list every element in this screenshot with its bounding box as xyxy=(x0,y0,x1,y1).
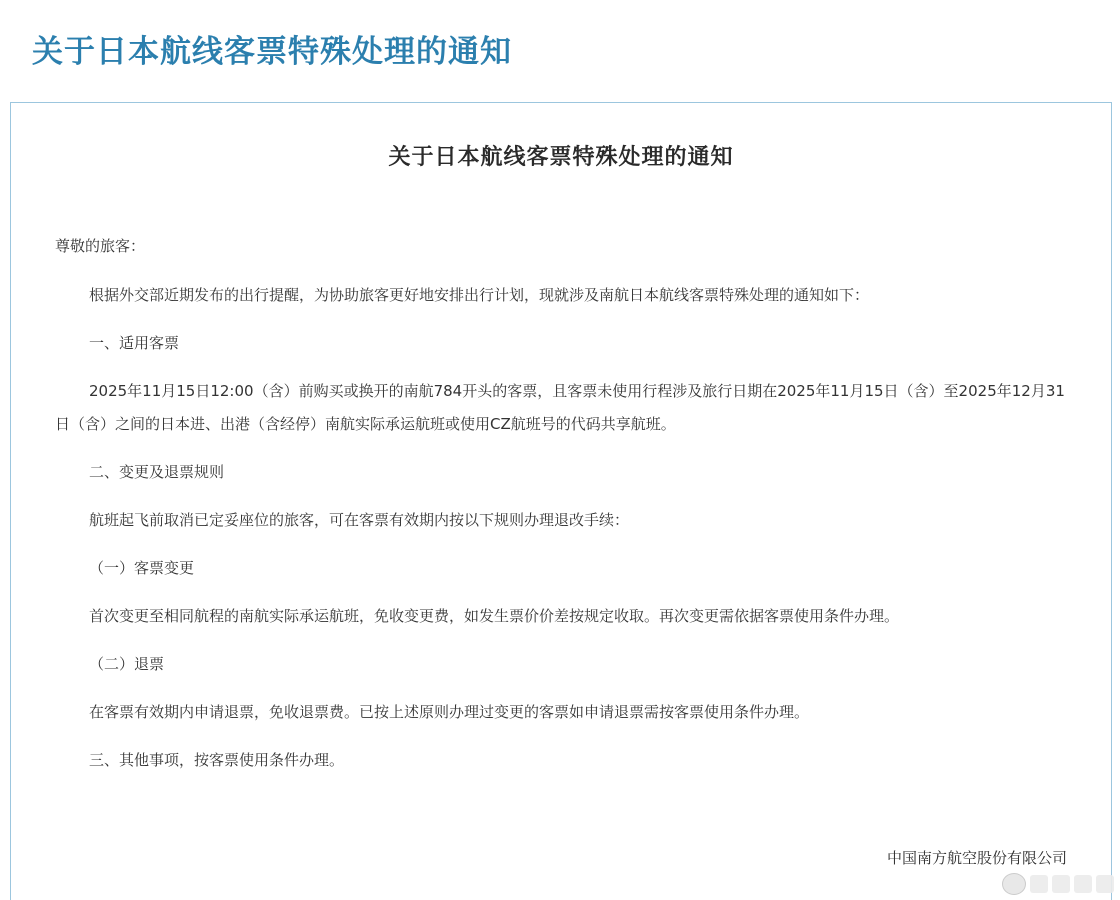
notice-container xyxy=(10,102,1112,900)
watermark-glyph-icon xyxy=(1096,875,1114,893)
subsection-change-title: （一）客票变更 xyxy=(89,559,195,577)
notice-heading: 关于日本航线客票特殊处理的通知 xyxy=(388,145,734,170)
section-2-title: 二、变更及退票规则 xyxy=(89,463,225,481)
greeting: 尊敬的旅客： xyxy=(55,237,146,255)
section-1-title: 一、适用客票 xyxy=(89,334,180,352)
watermark-glyph-icon xyxy=(1074,875,1092,893)
subsection-refund-title: （二）退票 xyxy=(89,655,165,673)
signature: 中国南方航空股份有限公司 xyxy=(886,849,1067,867)
watermark-icon xyxy=(1002,873,1026,895)
intro-paragraph: 根据外交部近期发布的出行提醒，为协助旅客更好地安排出行计划，现就涉及南航日本航线客票特殊处理的通知如下： xyxy=(89,286,870,304)
section-3: 三、其他事项，按客票使用条件办理。 xyxy=(89,751,345,769)
subsection-refund-body: 在客票有效期内申请退票，免收退票费。已按上述原则办理过变更的客票如申请退票需按客票使用条件办理。 xyxy=(89,703,810,721)
section-1-body: 2025年11月15日12:00（含）前购买或换开的南航784开头的客票，且客票未使用行程涉及旅行日期在2025年11月15日（含）至2025年12月31日（含）之间的日本进、出港（含经停）南航实际承运航班或使用CZ航班号的代码共享航班。 xyxy=(55,382,1065,433)
watermark-logo xyxy=(954,872,1114,896)
section-2-intro: 航班起飞前取消已定妥座位的旅客，可在客票有效期内按以下规则办理退改手续： xyxy=(89,511,630,529)
watermark-glyph-icon xyxy=(1030,875,1048,893)
watermark-glyph-icon xyxy=(1052,875,1070,893)
page-title: 关于日本航线客票特殊处理的通知 xyxy=(32,34,512,70)
subsection-change-body: 首次变更至相同航程的南航实际承运航班，免收变更费，如发生票价价差按规定收取。再次变更需依据客票使用条件办理。 xyxy=(89,607,900,625)
